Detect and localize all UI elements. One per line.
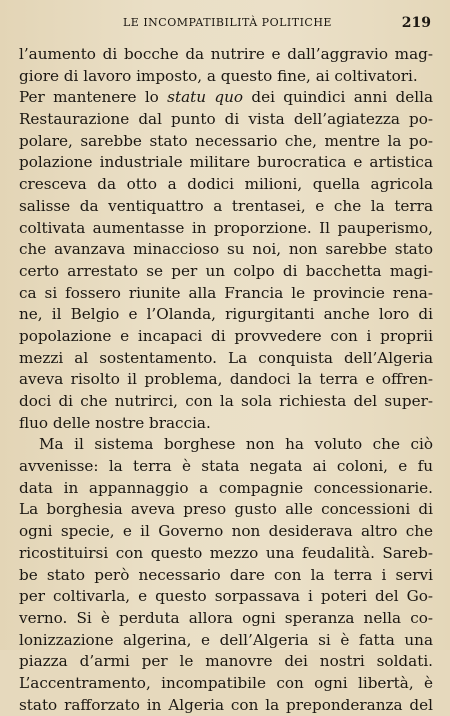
text-line: popolazione e incapaci di provvedere con i proprii (19, 326, 433, 345)
text-line: verno. Si è perduta allora ogni speranza nella co- (19, 608, 433, 627)
text-line: giore di lavoro imposto, a questo fine, ai coltivatori. (19, 66, 418, 85)
text-line: aveva risolto il problema, dandoci la terra e offren- (19, 370, 433, 389)
text-line: coltivata aumentasse in proporzione. Il pauperismo, (19, 218, 433, 237)
text-segment: dei quindici anni della (243, 88, 434, 107)
text-line: lonizzazione algerina, e dell’Algeria si è fatta una (19, 630, 433, 649)
text-line: per coltivarla, e questo sorpassava i poteri del Go- (19, 587, 433, 606)
running-head (0, 16, 450, 36)
text-line: Ma il sistema borghese non ha voluto che ciò (39, 435, 433, 454)
text-line: cresceva da otto a dodici milioni, quella agricola (19, 175, 433, 194)
text-line: stato rafforzato in Algeria con la preponderanza del (19, 695, 433, 714)
text-line: Restaurazione dal punto di vista dell’agiatezza po- (19, 110, 433, 129)
text-line: ne, il Belgio e l’Olanda, rigurgitanti anche loro di (19, 305, 433, 324)
running-title: LE INCOMPATIBILITÀ POLITICHE (123, 16, 332, 29)
text-line: avvenisse: la terra è stata negata ai coloni, e fu (19, 457, 433, 476)
text-line: che avanzava minaccioso su noi, non sarebbe stato (19, 240, 433, 259)
page-number: 219 (401, 15, 431, 31)
body-text (19, 44, 433, 716)
text-segment: Per mantenere lo (19, 88, 168, 107)
text-line: be stato però necessario dare con la terra i servi (19, 565, 433, 584)
text-line: data in appannaggio a compagnie concessionarie. (19, 478, 433, 497)
text-line: piazza d’armi per le manovre dei nostri soldati. (19, 652, 433, 671)
text-line: ogni specie, e il Governo non desiderava altro che (19, 522, 433, 541)
text-line: certo arrestato se per un colpo di bacchetta magi- (19, 261, 433, 280)
text-line: salisse da ventiquattro a trentasei, e che la terra (19, 196, 433, 215)
text-line: La borghesia aveva preso gusto alle concessioni di (19, 500, 433, 519)
text-line: L’accentramento, incompatibile con ogni libertà, è (19, 673, 433, 692)
text-line: l’aumento di bocche da nutrire e dall’aggravio mag- (19, 45, 433, 63)
text-line: mezzi al sostentamento. La conquista dell’Algeria (19, 348, 433, 367)
text-line (19, 87, 433, 109)
text-line: polare, sarebbe stato necessario che, mentre la po- (19, 131, 433, 150)
italic-term: statu quo (167, 88, 244, 107)
text-line: doci di che nutrirci, con la sola richiesta del super- (19, 392, 433, 410)
text-line: polazione industriale militare burocratica e artistica (19, 153, 433, 172)
text-line: ca si fossero riunite alla Francia le provincie rena- (19, 283, 433, 302)
text-line: ricostituirsi con questo mezzo una feudalità. Sareb- (19, 543, 433, 562)
text-line: fluo delle nostre braccia. (19, 413, 211, 432)
